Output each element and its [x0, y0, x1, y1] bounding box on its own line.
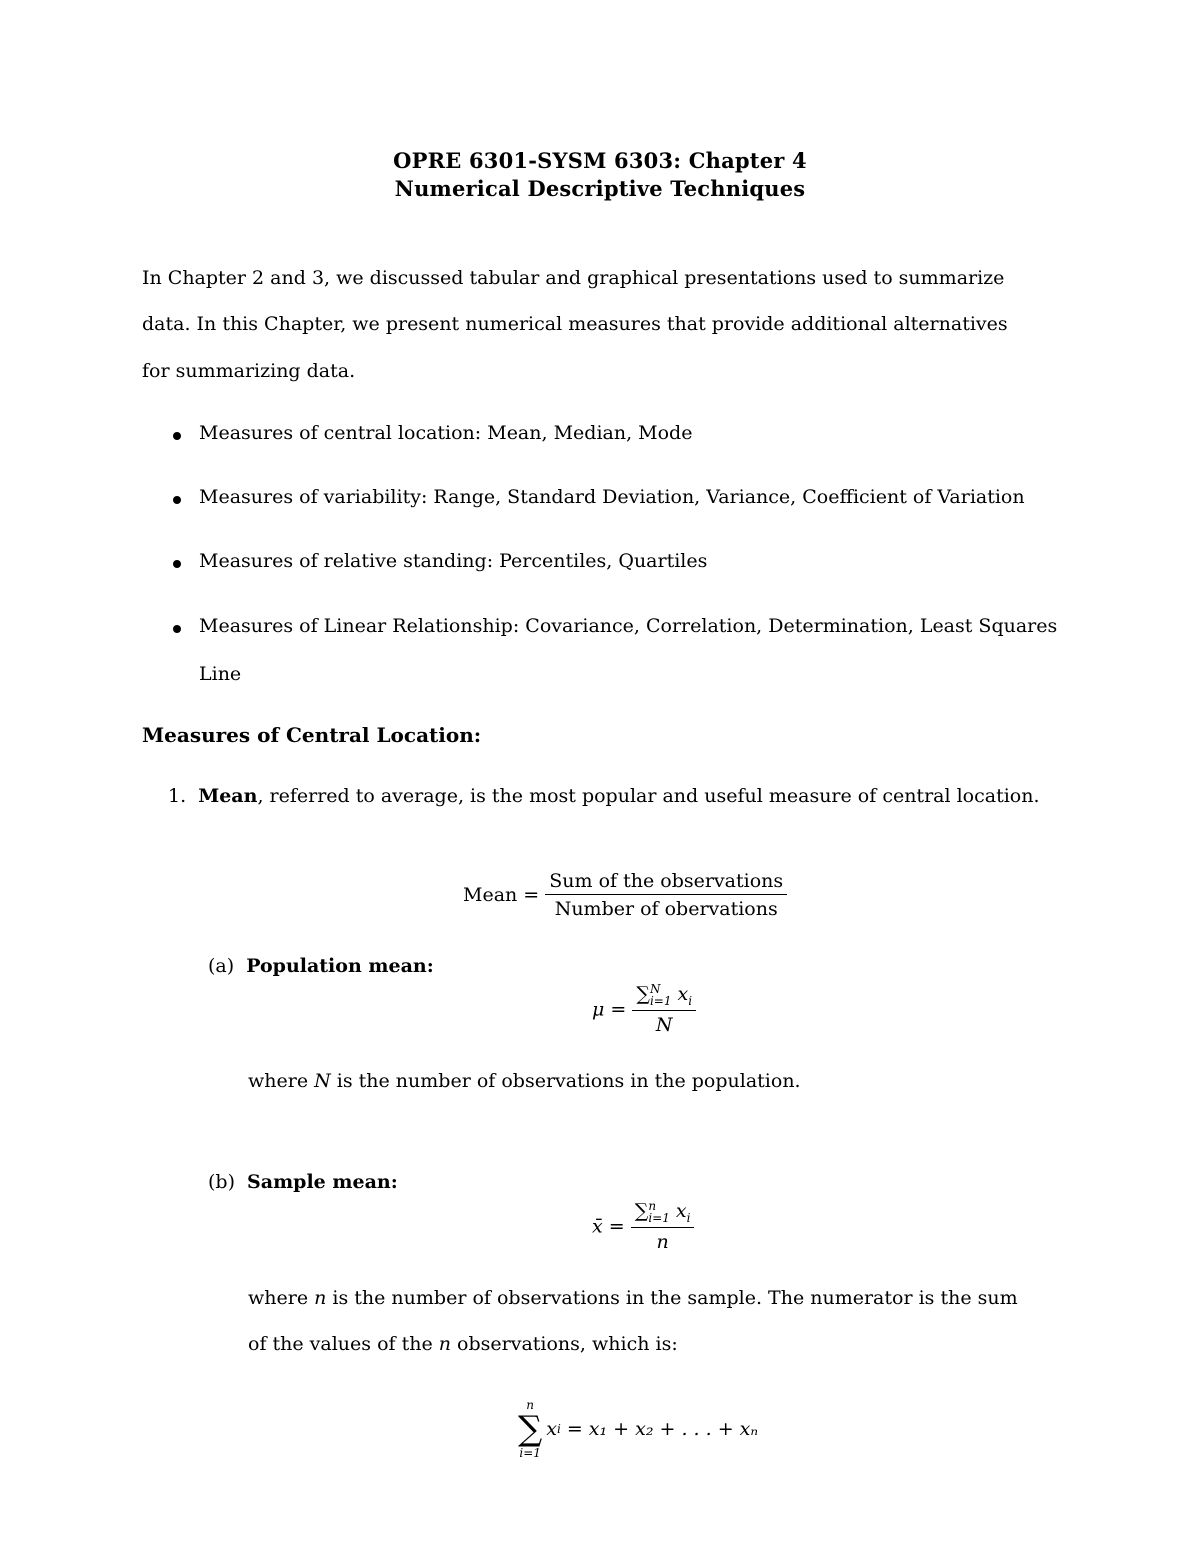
sum-icon: ∑: [636, 983, 650, 1005]
mean-formula: [463, 870, 787, 920]
summand-var: x: [677, 983, 689, 1005]
population-mean-denominator: N: [655, 1013, 673, 1036]
sub-item-population-mean: [208, 955, 434, 977]
note-pre: where: [248, 1287, 315, 1309]
list-number: 1.: [168, 785, 187, 807]
big-sum-icon: ∑: [518, 1409, 543, 1449]
mean-numerator: Sum of the observations: [545, 870, 787, 895]
big-sum-upper: n: [526, 1398, 534, 1412]
sub-item-sample-mean: [208, 1171, 398, 1193]
summation-formula: [518, 1398, 758, 1460]
big-sum-lower: i=1: [519, 1446, 541, 1460]
term-mean: Mean: [198, 785, 258, 807]
section-heading: Measures of Central Location:: [142, 723, 482, 747]
sample-mean-lhs: x̄ =: [592, 1215, 625, 1238]
mean-description: , referred to average, is the most popular and useful measure of central location.: [257, 785, 1040, 807]
sample-mean-denominator: n: [656, 1230, 669, 1253]
sum-lower-limit: i=1: [649, 994, 672, 1008]
sample-mean-title: Sample mean:: [247, 1171, 398, 1193]
note-var: N: [314, 1070, 331, 1092]
note-post: is the number of observations in the population.: [330, 1070, 801, 1092]
bullet-icon: [173, 560, 181, 568]
sum-upper-limit: N: [649, 982, 661, 996]
summation-var: x: [546, 1418, 557, 1440]
summand-var: x: [675, 1200, 687, 1222]
summand-index: i: [686, 1210, 691, 1225]
sub-label-a: (a): [208, 955, 235, 977]
sample-mean-numerator: [631, 1200, 695, 1228]
summation-expansion: = x₁ + x₂ + . . . + xₙ: [566, 1418, 759, 1440]
population-mean-title: Population mean:: [246, 955, 434, 977]
bullet-linear-relationship: Measures of Linear Relationship: Covariance, Correlation, Determination, Least Squares: [199, 615, 1058, 637]
summation-index: i: [557, 1422, 561, 1436]
population-mean-lhs: μ =: [592, 998, 627, 1021]
mean-formula-lhs: Mean =: [463, 884, 540, 906]
bullet-relative-standing: Measures of relative standing: Percentiles, Quartiles: [199, 550, 708, 572]
mean-denominator: Number of obervations: [554, 898, 778, 920]
bullet-variability: Measures of variability: Range, Standard Deviation, Variance, Coefficient of Variation: [199, 486, 1025, 508]
bullet-linear-relationship-cont: Line: [199, 663, 242, 685]
sample-mean-fraction: [631, 1200, 695, 1253]
sum-upper-limit: n: [648, 1199, 657, 1213]
sample-mean-formula: [592, 1200, 694, 1253]
population-mean-formula: [592, 983, 696, 1036]
page-title: OPRE 6301-SYSM 6303: Chapter 4: [393, 148, 807, 173]
bullet-icon: [173, 625, 181, 633]
big-sum: [518, 1398, 542, 1460]
note-post: is the number of observations in the sample. The numerator is the sum: [326, 1287, 1018, 1309]
note-pre: where: [248, 1070, 315, 1092]
sum-icon: ∑: [634, 1200, 649, 1222]
note-post: observations, which is:: [451, 1333, 678, 1355]
population-mean-numerator: [632, 983, 696, 1011]
intro-line-1: In Chapter 2 and 3, we discussed tabular and graphical presentations used to summarize: [142, 267, 1005, 289]
sample-mean-note-1: [248, 1287, 1018, 1309]
list-item-mean: [168, 785, 1040, 807]
mean-fraction: [545, 870, 787, 920]
sum-lower-limit: i=1: [648, 1211, 670, 1225]
bullet-icon: [173, 496, 181, 504]
population-mean-note: [248, 1070, 801, 1092]
sub-label-b: (b): [208, 1171, 235, 1193]
note-var: n: [438, 1333, 451, 1355]
intro-line-3: for summarizing data.: [142, 360, 356, 382]
note-pre: of the values of the: [248, 1333, 439, 1355]
intro-line-2: data. In this Chapter, we present numerical measures that provide additional alternatives: [142, 313, 1008, 335]
page-subtitle: Numerical Descriptive Techniques: [394, 176, 806, 201]
summand-index: i: [688, 993, 693, 1008]
note-var: n: [314, 1287, 327, 1309]
bullet-icon: [173, 432, 181, 440]
bullet-central-location: Measures of central location: Mean, Median, Mode: [199, 422, 693, 444]
sample-mean-note-2: [248, 1333, 678, 1355]
population-mean-fraction: [632, 983, 696, 1036]
